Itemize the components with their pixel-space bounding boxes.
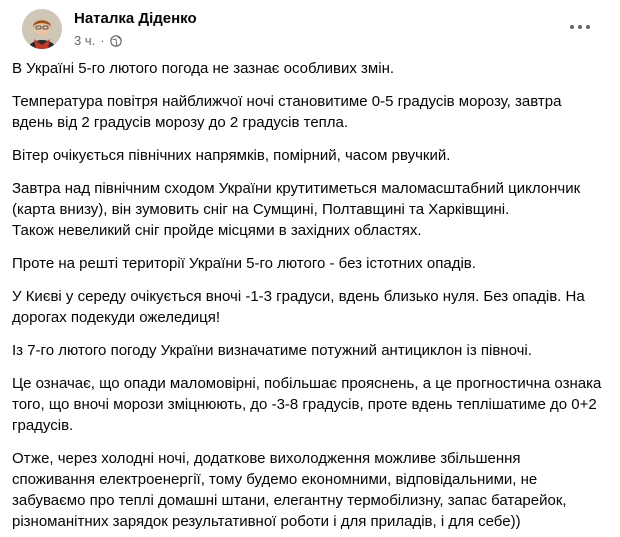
post-paragraph-4: Завтра над північним сходом України крутитиметься маломасштабний циклончик (карта внизу), він зумовить сніг на Сумщині, Полтавщині та Харківщині. Також невеликий сніг пройде місцями в західних областях. (12, 180, 581, 239)
post-meta (74, 33, 122, 48)
globe-icon[interactable] (110, 35, 122, 47)
post-body (12, 58, 608, 532)
more-options-icon[interactable] (566, 16, 594, 38)
post-paragraph-7: Із 7-го лютого погоду України визначатиме потужний антициклон із півночі. (12, 342, 532, 359)
avatar-image (22, 9, 62, 49)
post-paragraph-2: Температура повітря найближчої ночі становитиме 0-5 градусів морозу, завтра вдень від 2 градусів морозу до 2 градусів тепла. (12, 93, 562, 131)
post-paragraph-1: В Україні 5-го лютого погода не зазнає особливих змін. (12, 60, 395, 77)
post-paragraph-9: Отже, через холодні ночі, додаткове вихолодження можливе збільшення споживання електроенергії, тому будемо економними, відповідальними, не забуваємо про теплі домашні штани, елегантну термобілизну, запас батарейок, різноманітних зарядок результативної роботи і для приладів, і для себе)) (12, 450, 567, 530)
post-paragraph-3: Вітер очікується північних напрямків, помірний, часом рвучкий. (12, 147, 451, 164)
post-paragraph-6: У Києві у середу очікується вночі -1-3 градуси, вдень близько нуля. Без опадів. На дорогах подекуди ожеледиця! (12, 288, 585, 326)
avatar[interactable] (22, 9, 62, 49)
post-paragraph-8: Це означає, що опади маломовірні, побільшає прояснень, а це прогностична ознака того, що вночі морози зміцнюють, до -3-8 градусів, проте вдень теплішатиме до 0+2 градусів. (12, 375, 602, 434)
meta-separator: · (100, 33, 105, 48)
post-header (12, 0, 608, 58)
post-paragraph-5: Проте на решті території України 5-го лютого - без істотних опадів. (12, 255, 476, 272)
author-name[interactable]: Наталка Діденко (74, 10, 197, 27)
post-time[interactable]: 3 ч. (74, 33, 96, 48)
